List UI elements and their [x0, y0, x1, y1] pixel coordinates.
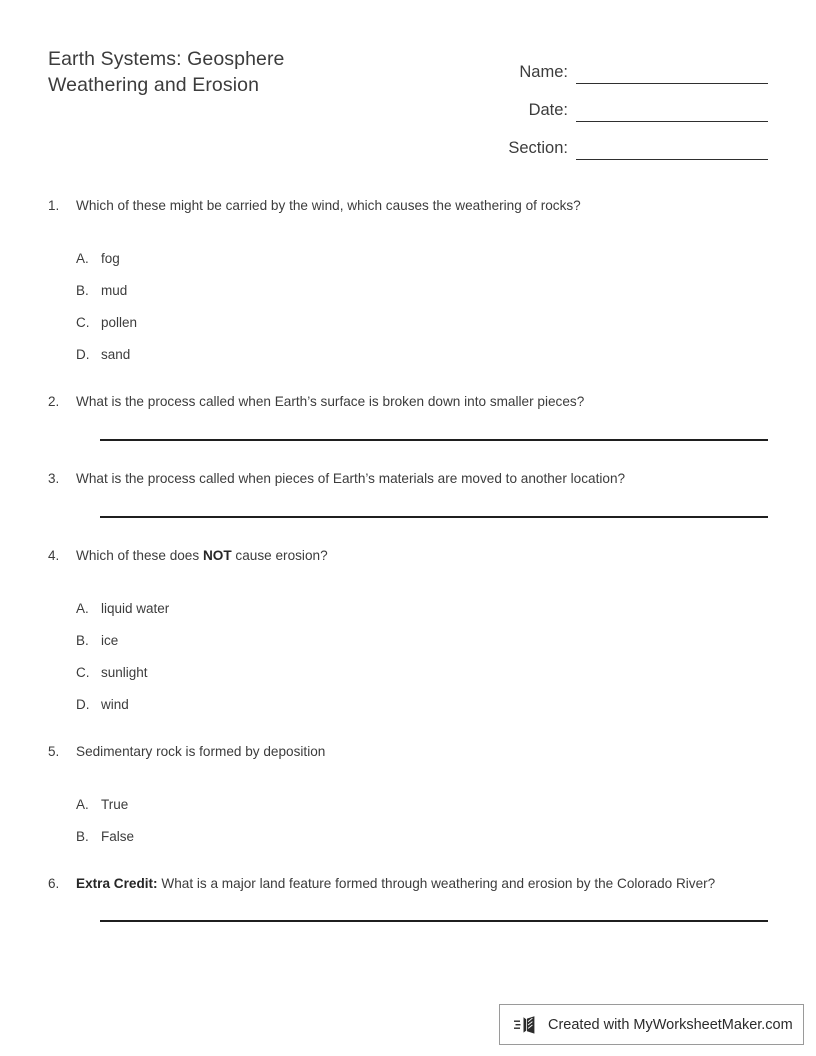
date-field-label: Date:	[528, 101, 568, 119]
option-letter: B.	[76, 283, 89, 298]
option-letter: C.	[76, 315, 90, 330]
question-text	[76, 546, 768, 565]
option-letter: B.	[76, 633, 89, 648]
option-label: wind	[101, 697, 129, 712]
option-letter: D.	[76, 697, 90, 712]
option-label: ice	[101, 633, 119, 648]
question-item-6	[48, 874, 768, 922]
option-label: fog	[101, 251, 120, 266]
worksheet-header	[48, 46, 768, 166]
name-field-row	[468, 46, 768, 84]
option-item[interactable]	[76, 249, 768, 268]
question-item-3	[48, 469, 768, 518]
question-text-suffix: What is a major land feature formed through weathering and erosion by the Colorado River?	[157, 876, 716, 891]
option-item[interactable]	[76, 827, 768, 846]
option-letter: A.	[76, 797, 89, 812]
option-label: mud	[101, 283, 128, 298]
option-letter: D.	[76, 347, 90, 362]
answer-line[interactable]	[100, 439, 768, 441]
question-text: What is the process called when pieces of Earth’s materials are moved to another location?	[76, 471, 626, 486]
answer-line[interactable]	[100, 920, 768, 922]
question-item-4	[48, 546, 768, 714]
worksheet-maker-logo-icon	[514, 1013, 540, 1037]
question-number: 5.	[48, 744, 60, 759]
student-info-fields	[468, 46, 768, 160]
option-item[interactable]	[76, 631, 768, 650]
question-number: 3.	[48, 471, 60, 486]
question-number: 1.	[48, 198, 60, 213]
question-text-suffix: cause erosion?	[231, 548, 328, 563]
option-letter: C.	[76, 665, 90, 680]
option-item[interactable]	[76, 281, 768, 300]
answer-options	[76, 249, 768, 364]
option-label: True	[101, 797, 129, 812]
page-title-line-2: Weathering and Erosion	[48, 74, 260, 96]
section-field-input[interactable]	[576, 137, 768, 160]
page-title-line-1: Earth Systems: Geosphere	[48, 48, 285, 70]
question-text	[76, 874, 768, 893]
option-item[interactable]	[76, 313, 768, 332]
question-item-5	[48, 742, 768, 846]
page-title	[48, 46, 478, 98]
question-item-2	[48, 392, 768, 441]
question-number: 2.	[48, 394, 60, 409]
option-item[interactable]	[76, 599, 768, 618]
option-item[interactable]	[76, 695, 768, 714]
question-text-prefix: Which of these does	[76, 548, 203, 563]
date-field-row	[468, 84, 768, 122]
section-field-row	[468, 122, 768, 160]
name-field-label: Name:	[519, 63, 568, 81]
question-text-emphasis: Extra Credit:	[76, 876, 158, 891]
footer-attribution-text: Created with MyWorksheetMaker.com	[548, 1016, 793, 1033]
question-text: Which of these might be carried by the wind, which causes the weathering of rocks?	[76, 198, 581, 213]
question-number: 4.	[48, 548, 60, 563]
question-text-emphasis: NOT	[202, 548, 232, 563]
question-text: What is the process called when Earth’s surface is broken down into smaller pieces?	[76, 394, 585, 409]
footer-attribution-badge[interactable]	[499, 1004, 804, 1045]
option-item[interactable]	[76, 795, 768, 814]
option-letter: B.	[76, 829, 89, 844]
answer-line[interactable]	[100, 516, 768, 518]
question-item-1	[48, 196, 768, 364]
question-number: 6.	[48, 876, 60, 891]
question-list	[48, 196, 768, 922]
option-label: sunlight	[101, 665, 148, 680]
option-label: False	[101, 829, 135, 844]
option-label: sand	[101, 347, 131, 362]
section-field-label: Section:	[508, 139, 568, 157]
option-item[interactable]	[76, 663, 768, 682]
option-label: pollen	[101, 315, 138, 330]
answer-options	[76, 599, 768, 714]
question-text: Sedimentary rock is formed by deposition	[76, 744, 326, 759]
option-label: liquid water	[101, 601, 170, 616]
option-letter: A.	[76, 251, 89, 266]
option-letter: A.	[76, 601, 89, 616]
option-item[interactable]	[76, 345, 768, 364]
answer-options	[76, 795, 768, 846]
name-field-input[interactable]	[576, 61, 768, 84]
date-field-input[interactable]	[576, 99, 768, 122]
